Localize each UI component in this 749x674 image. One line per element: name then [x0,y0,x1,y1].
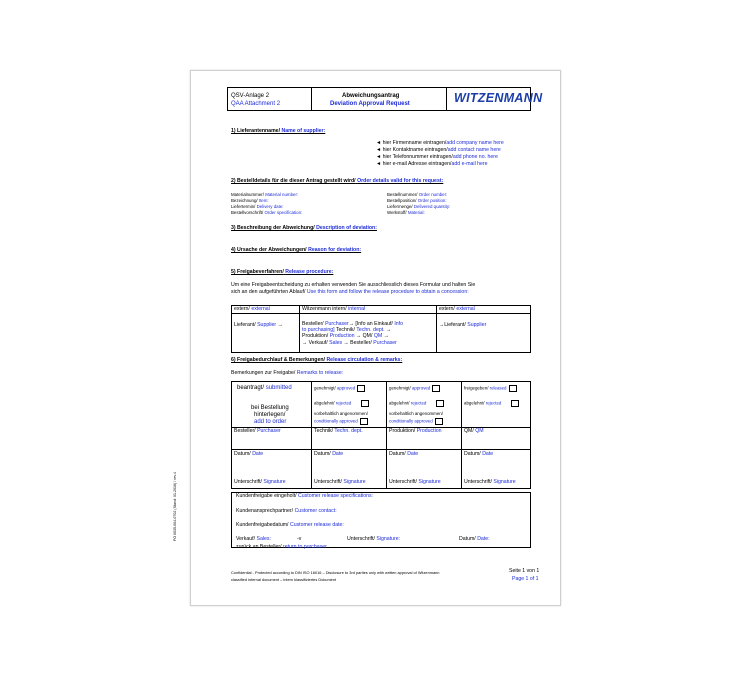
material-field[interactable]: Werkstoff/ Material: [387,210,425,215]
checkbox[interactable] [511,400,519,407]
sales-field[interactable]: Verkauf/ Sales: [236,536,271,542]
sign-field-1[interactable]: Unterschrift/ Signature [234,479,286,485]
section6-heading: 6) Freigabedurchlauf & Bemerkungen/ Release circulation & remarks: [231,357,403,363]
customer-sign-field[interactable]: Unterschrift/ Signature: [347,536,401,542]
form-reference: FO 0035-004-0702 (Stand: 01.2016) / rev.4 [173,472,177,541]
checkbox[interactable] [509,385,517,392]
form-id-de: QSV-Anlage 2 [231,93,270,99]
checkbox[interactable] [361,400,369,407]
order-note-1: bei Bestellung [251,405,289,411]
confidential-line-2: classified internal document – intern klassifiziertes Dokument [231,577,337,582]
order-note-en: add to order [254,419,287,425]
supplier-line-1[interactable]: ◄ hier Firmenname eintragen/add company name here [376,140,504,146]
submitted-label: beantragt/ submitted [237,385,292,391]
date-field-1[interactable]: Datum/ Date [234,451,264,457]
delivery-date-field[interactable]: Liefertermin/ Delivery date: [231,204,284,209]
role-production: Produktion/ Production [389,428,442,434]
role-purchaser: Besteller/ Purchaser [234,428,281,434]
sign-field-4[interactable]: Unterschrift/ Signature [464,479,516,485]
cond-option-2a: vorbehaltlich angenommen/ [389,411,443,416]
flow-internal-4: → Verkauf/ Sales → Besteller/ Purchaser [302,340,397,346]
role-qm: QM/ QM [464,428,484,434]
checkbox[interactable] [436,400,444,407]
rejected-option-3[interactable]: abgelehnt/ rejected [464,400,519,407]
order-position-field[interactable]: Bestellposition/ Order position: [387,198,447,203]
approved-option-2[interactable]: genehmigt/ approved [389,385,440,392]
customer-date-field[interactable]: Kundenfreigabedatum/ Customer release date: [236,522,344,528]
order-spec-field[interactable]: Bestellvorschrift/ Order specification: [231,210,303,215]
release-intro-line1: Um eine Freigabeentscheidung zu erhalten verwenden Sie ausschliesslich dieses Formular und halten Sie [231,282,476,288]
circulation-table [231,381,531,489]
sign-field-2[interactable]: Unterschrift/ Signature [314,479,366,485]
col-external-2: extern/ external [439,306,475,312]
return-note: zurück an Besteller/ return to purchaser [236,544,327,550]
date-field-3[interactable]: Datum/ Date [389,451,419,457]
order-note-2: hinterlegen/ [254,412,286,418]
form-page [173,70,561,606]
witzenmann-logo: WITZENMANN [454,91,543,105]
section2-heading: 2) Bestelldetails für die dieser Antrag gestellt wird/ Order details valid for this request: [231,178,444,184]
date-field-2[interactable]: Datum/ Date [314,451,344,457]
delivered-quantity-field[interactable]: Liefermenge/ Delivered quantity: [387,204,451,209]
flow-supplier-end: →Lieferant/ Supplier [439,322,487,328]
sales-arrow: -v [297,536,302,542]
cond-option-2b[interactable]: conditionally approved [389,418,443,425]
material-number-field[interactable]: Materialnummer/ Material number: [231,192,299,197]
item-field[interactable]: Bezeichnung/ Item: [231,198,269,203]
rejected-option-2[interactable]: abgelehnt/ rejected [389,400,444,407]
sign-field-3[interactable]: Unterschrift/ Signature [389,479,441,485]
released-option[interactable]: freigegeben/ released [464,385,517,392]
page-number-de: Seite 1 von 1 [509,568,540,574]
date-field-4[interactable]: Datum/ Date [464,451,494,457]
flow-supplier-start: Lieferant/ Supplier → [234,322,283,328]
section5-heading: 5) Freigabeverfahren/ Release procedure: [231,269,334,275]
order-number-field[interactable]: Bestellnummer/ Order number: [387,192,448,197]
approved-option-1[interactable]: genehmigt/ approved [314,385,365,392]
flow-internal-2: to purchasing] Technik/ Techn. dept. → [302,327,392,333]
form-id-en: QAA Attachment 2 [231,101,281,107]
supplier-line-2[interactable]: ◄ hier Kontaktname eintragen/add contact name here [376,147,501,153]
customer-date2-field[interactable]: Datum/ Date: [459,536,490,542]
customer-contact-field[interactable]: Kundenansprechpartner/ Customer contact: [236,508,337,514]
rejected-option-1[interactable]: abgelehnt/ rejected [314,400,369,407]
cond-option-1a: vorbehaltlich angenommen/ [314,411,368,416]
remarks-label: Bemerkungen zur Freigabe/ Remarks to release: [231,370,344,376]
supplier-line-4[interactable]: ◄ hier e-mail Adresse eintragen/add e-mail here [376,161,488,167]
title-de: Abweichungsantrag [342,93,400,99]
page-number-en: Page 1 of 1 [512,576,539,582]
role-techn: Technik/ Techn. dept. [314,428,363,434]
supplier-line-3[interactable]: ◄ hier Telefonnummer eintragen/add phone no. here [376,154,498,160]
checkbox[interactable] [360,418,368,425]
section4-heading: 4) Ursache der Abweichungen/ Reason for deviation: [231,247,362,253]
checkbox[interactable] [357,385,365,392]
col-internal: Witzenmann intern/ internal [302,306,366,312]
section1-heading: 1) Lieferantenname/ Name of supplier: [231,128,326,134]
flow-internal-1: Besteller/ Purchaser→ [Info an Einkauf/ Info [302,321,403,327]
checkbox[interactable] [435,418,443,425]
title-en: Deviation Approval Request [330,101,410,107]
cond-option-1b[interactable]: conditionally approved [314,418,368,425]
col-external-1: extern/ external [234,306,270,312]
checkbox[interactable] [432,385,440,392]
customer-spec-label: Kundenfreigabe eingeholt/ Customer release specifications: [236,493,373,499]
release-intro-line2: sich an den aufgeführten Ablauf/ Use this form and follow the release procedure to obtain a concession: [231,289,469,295]
flow-internal-3: Produktion/ Production → QM/ QM → [302,333,389,339]
section3-heading: 3) Beschreibung der Abweichung/ Description of deviation: [231,225,377,231]
confidential-line-1: Confidential - Protected according to DIN ISO 16016 – Disclosure to 3rd parties only with written approval of Witzenmann [231,570,440,575]
